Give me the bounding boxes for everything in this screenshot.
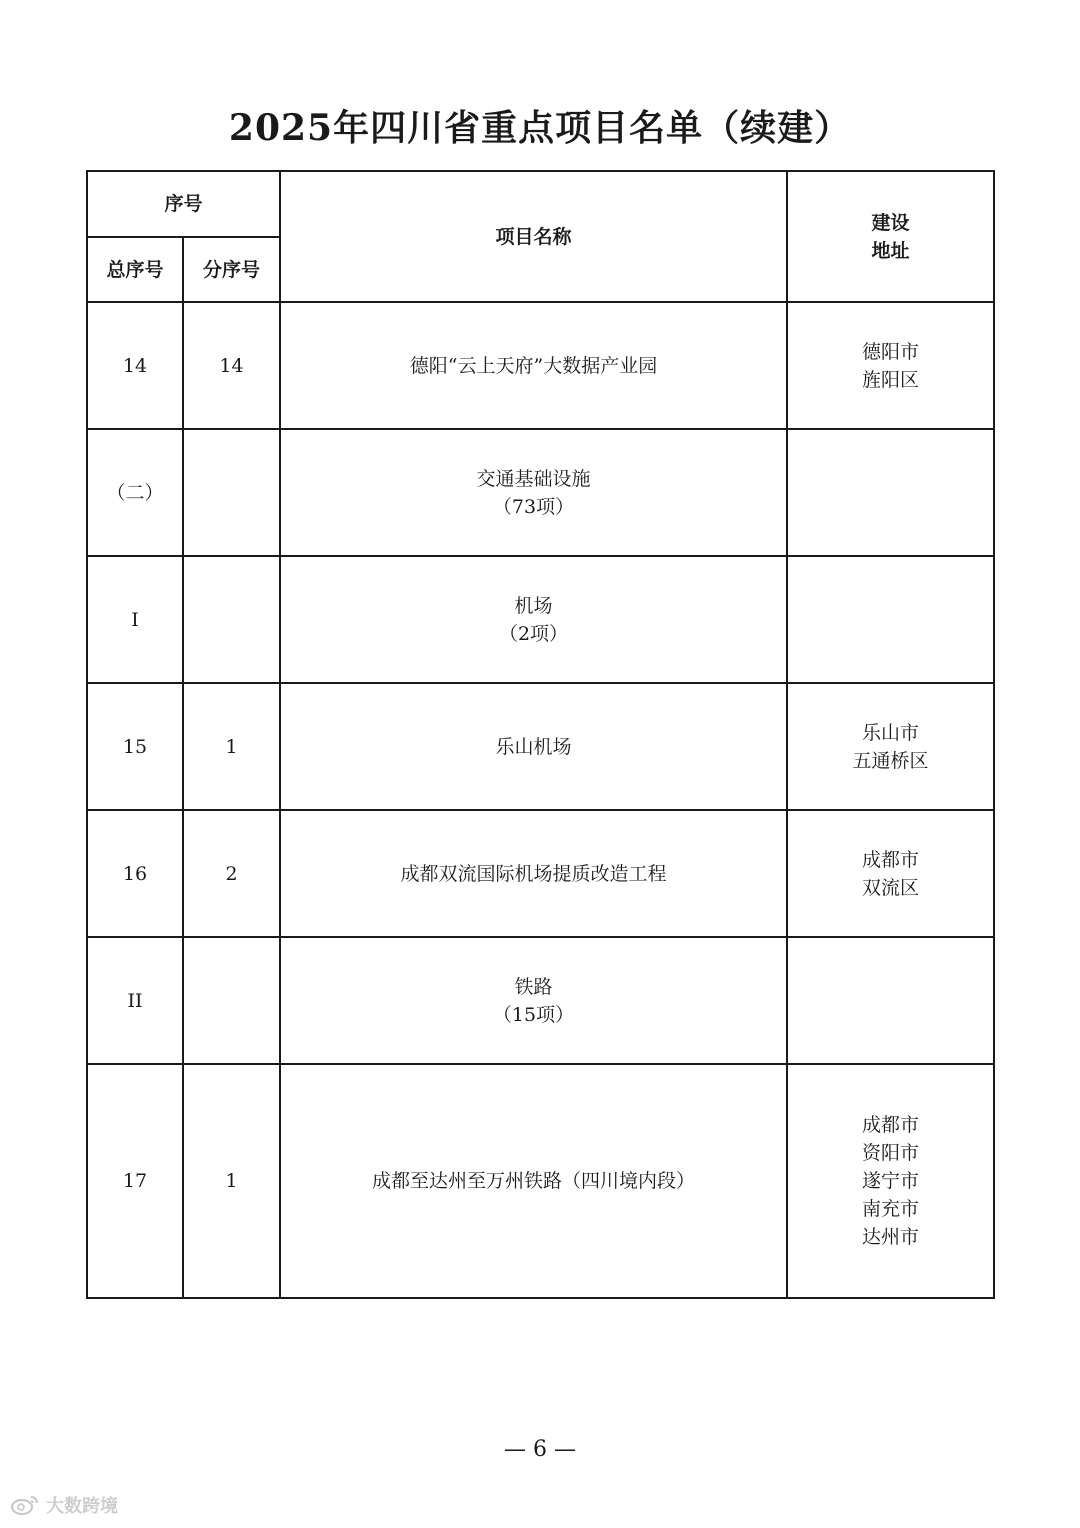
page-title: 2025年四川省重点项目名单（续建） — [228, 107, 852, 149]
table-row — [87, 810, 994, 937]
header-seq: 序号 — [87, 171, 280, 237]
cell-total-seq: I — [87, 556, 183, 683]
cell-project-name: 成都双流国际机场提质改造工程 — [280, 810, 787, 937]
cell-total-seq: 15 — [87, 683, 183, 810]
cell-sub-seq: 1 — [183, 1064, 280, 1298]
cell-location — [787, 429, 994, 556]
cell-location: 乐山市 五通桥区 — [787, 683, 994, 810]
cell-total-seq: II — [87, 937, 183, 1064]
cell-sub-seq: 2 — [183, 810, 280, 937]
watermark — [10, 1492, 118, 1518]
cell-project-name: 德阳“云上天府”大数据产业园 — [280, 302, 787, 429]
table-row — [87, 937, 994, 1064]
cell-project-name: 交通基础设施 （73项） — [280, 429, 787, 556]
header-project-name: 项目名称 — [280, 171, 787, 302]
table-row — [87, 683, 994, 810]
cell-location — [787, 556, 994, 683]
header-sub-seq: 分序号 — [183, 237, 280, 302]
watermark-text: 大数跨境 — [46, 1496, 118, 1517]
table-row — [87, 556, 994, 683]
cell-sub-seq — [183, 556, 280, 683]
cell-location: 德阳市 旌阳区 — [787, 302, 994, 429]
cell-total-seq: 16 — [87, 810, 183, 937]
cell-location: 成都市 资阳市 遂宁市 南充市 达州市 — [787, 1064, 994, 1298]
cell-sub-seq — [183, 429, 280, 556]
cell-location — [787, 937, 994, 1064]
cell-sub-seq — [183, 937, 280, 1064]
cell-total-seq: 14 — [87, 302, 183, 429]
project-table — [86, 170, 995, 1299]
header-location: 建设 地址 — [787, 171, 994, 302]
cell-project-name: 乐山机场 — [280, 683, 787, 810]
header-row — [87, 171, 994, 237]
table-row — [87, 1064, 994, 1298]
page-number: — 6 — — [504, 1437, 576, 1462]
cell-total-seq: （二） — [87, 429, 183, 556]
cell-sub-seq: 14 — [183, 302, 280, 429]
cell-project-name: 铁路 （15项） — [280, 937, 787, 1064]
cell-total-seq: 17 — [87, 1064, 183, 1298]
table-row — [87, 429, 994, 556]
table-row — [87, 302, 994, 429]
header-total-seq: 总序号 — [87, 237, 183, 302]
cell-project-name: 成都至达州至万州铁路（四川境内段） — [280, 1064, 787, 1298]
cell-sub-seq: 1 — [183, 683, 280, 810]
cell-location: 成都市 双流区 — [787, 810, 994, 937]
weibo-logo-icon — [10, 1494, 40, 1516]
cell-project-name: 机场 （2项） — [280, 556, 787, 683]
